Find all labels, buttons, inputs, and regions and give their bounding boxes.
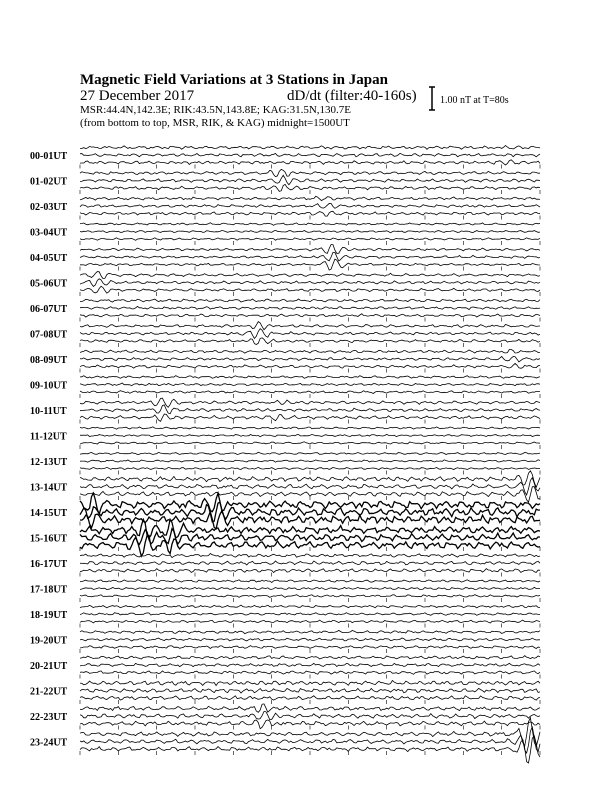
trace-RIK [80, 357, 540, 362]
trace-MSR [80, 211, 540, 216]
row-label: 05-06UT [30, 278, 68, 290]
chart-quantity: dD/dt (filter:40-160s) [287, 88, 417, 104]
row-label: 15-16UT [30, 533, 68, 545]
row-label: 21-22UT [30, 686, 68, 698]
trace-RIK [80, 175, 540, 184]
trace-MSR [80, 467, 540, 469]
trace-KAG [80, 169, 540, 176]
row-label: 16-17UT [30, 559, 68, 570]
trace-MSR [80, 238, 540, 241]
trace-KAG [80, 656, 540, 659]
trace-KAG [80, 427, 540, 429]
trace-RIK [80, 712, 540, 720]
trace-KAG [80, 704, 540, 712]
trace-KAG [80, 196, 540, 200]
trace-KAG [80, 630, 540, 633]
chart-stations: MSR:44.4N,142.3E; RIK:43.5N,143.8E; KAG:31.5N,130.7E [80, 104, 352, 116]
trace-KAG [80, 299, 540, 302]
trace-MSR [80, 671, 540, 674]
trace-MSR [80, 160, 540, 165]
chart-date: 27 December 2017 [80, 88, 195, 104]
trace-KAG [80, 605, 540, 608]
trace-MSR [80, 736, 540, 763]
trace-RIK [80, 230, 540, 233]
row-label: 08-09UT [30, 355, 68, 366]
row-label: 18-19UT [30, 610, 68, 621]
trace-RIK [80, 329, 540, 339]
trace-MSR [80, 569, 540, 573]
trace-KAG [80, 580, 540, 583]
trace-KAG [80, 146, 540, 150]
trace-RIK [80, 688, 540, 693]
row-label: 09-10UT [30, 380, 68, 392]
row-label: 00-01UT [30, 151, 68, 162]
trace-KAG [80, 554, 540, 558]
trace-MSR [80, 696, 540, 700]
trace-RIK [80, 663, 540, 666]
trace-KAG [80, 452, 540, 454]
row-label: 02-03UT [30, 202, 68, 213]
chart-order-note: (from bottom to top, MSR, RIK, & KAG) midnight=1500UT [80, 117, 350, 129]
trace-RIK [80, 613, 540, 616]
trace-MSR [80, 595, 540, 598]
trace-RIK [80, 405, 540, 414]
trace-KAG [80, 398, 540, 407]
row-label: 10-11UT [30, 406, 67, 417]
trace-RIK [80, 638, 540, 641]
row-label: 22-23UT [30, 712, 68, 723]
trace-RIK [80, 279, 540, 287]
trace-MSR [80, 442, 540, 444]
trace-RIK [80, 252, 540, 261]
row-label: 17-18UT [30, 584, 68, 596]
trace-RIK [80, 203, 540, 208]
chart-title: Magnetic Field Variations at 3 Stations in Japan [80, 72, 388, 88]
scale-label: 1.00 nT at T=80s [440, 95, 509, 106]
trace-RIK [80, 383, 540, 386]
trace-KAG [80, 223, 540, 226]
trace-MSR [80, 314, 540, 317]
row-label: 23-24UT [30, 737, 68, 749]
scale-bar [429, 87, 435, 110]
trace-RIK [80, 587, 540, 589]
trace-KAG [80, 681, 540, 686]
trace-MSR [80, 363, 540, 368]
trace-KAG [80, 350, 540, 354]
trace-RIK [80, 502, 540, 522]
row-label: 14-15UT [30, 508, 68, 519]
row-label: 06-07UT [30, 304, 68, 315]
row-label: 13-14UT [30, 482, 68, 494]
row-label: 12-13UT [30, 457, 68, 468]
trace-MSR [80, 646, 540, 649]
trace-KAG [80, 245, 540, 254]
trace-KAG [80, 376, 540, 379]
trace-RIK [80, 434, 540, 436]
trace-KAG [80, 272, 540, 279]
row-label: 19-20UT [30, 635, 68, 647]
trace-KAG [80, 322, 540, 330]
row-label: 04-05UT [30, 253, 68, 264]
trace-RIK [80, 153, 540, 157]
trace-RIK [80, 561, 540, 565]
row-label: 01-02UT [30, 176, 68, 188]
row-label: 11-12UT [30, 431, 67, 443]
row-label: 20-21UT [30, 661, 68, 672]
trace-RIK [80, 306, 540, 309]
trace-RIK [80, 460, 540, 462]
row-label: 07-08UT [30, 329, 68, 341]
trace-MSR [80, 391, 540, 394]
row-label: 03-04UT [30, 227, 68, 239]
trace-MSR [80, 620, 540, 623]
